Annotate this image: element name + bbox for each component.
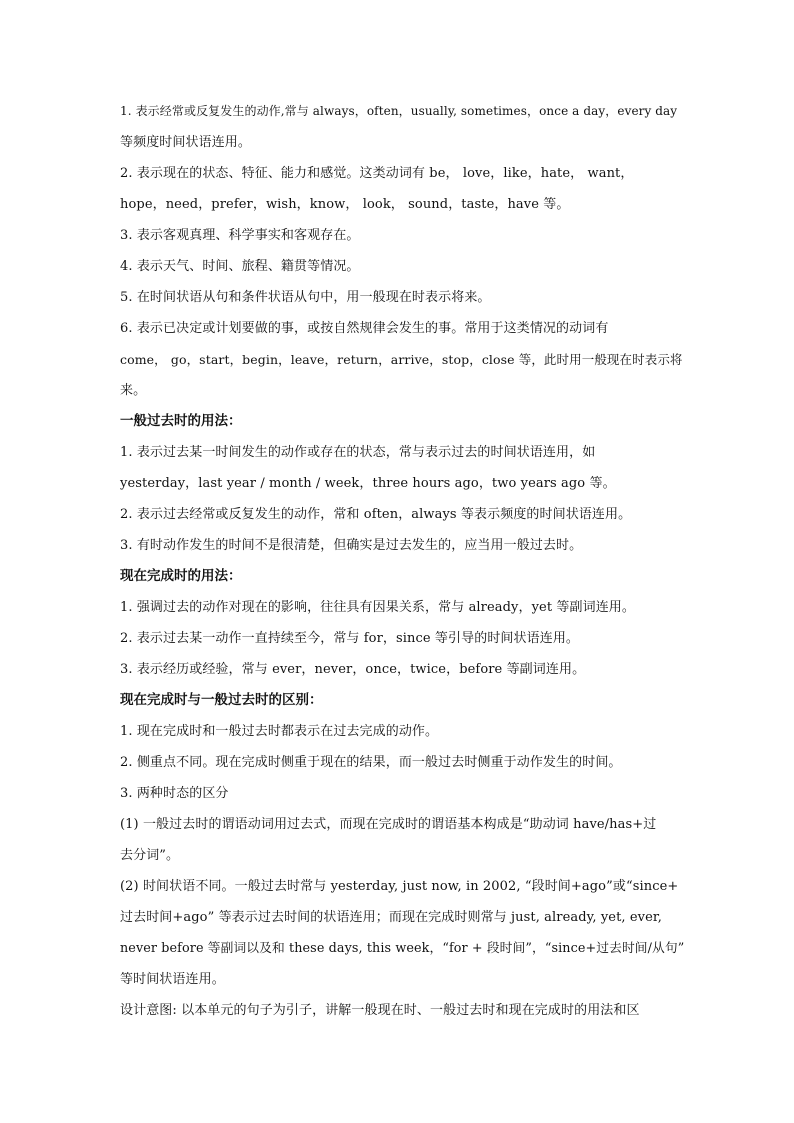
present-simple-item-5: 5. 在时间状语从句和条件状语从句中，用一般现在时表示将来。 <box>120 290 491 305</box>
present-simple-item-6: 6. 表示已决定或计划要做的事，或按自然规律会发生的事。常用于这类情况的动词有 <box>120 321 609 336</box>
present-perfect-item-1: 1. 强调过去的动作对现在的影响，往往具有因果关系，常与 already，yet 等副词连用。 <box>120 600 635 615</box>
difference-sub-2-cont: 过去时间+ago” 等表示过去时间的状语连用；而现在完成时则常与 just, already, yet, ever, <box>120 910 663 925</box>
present-simple-item-1-cont: 等频度时间状语连用。 <box>120 135 252 150</box>
difference-item-1: 1. 现在完成时和一般过去时都表示在过去完成的动作。 <box>120 724 439 739</box>
difference-item-2: 2. 侧重点不同。现在完成时侧重于现在的结果，而一般过去时侧重于动作发生的时间。 <box>120 755 622 770</box>
difference-sub-2-cont3: 等时间状语连用。 <box>120 972 225 987</box>
past-simple-item-3: 3. 有时动作发生的时间不是很清楚，但确实是过去发生的，应当用一般过去时。 <box>120 538 583 553</box>
present-simple-item-3: 3. 表示客观真理、科学事实和客观存在。 <box>120 228 360 243</box>
present-perfect-heading: 现在完成时的用法： <box>120 568 242 584</box>
difference-sub-2-cont2: never before 等副词以及和 these days, this week，“for + 段时间”，“since+过去时间/从句” <box>120 941 685 956</box>
present-simple-item-1: 1. 表示经常或反复发生的动作,常与 always，often，usually, sometimes，once a day，every day <box>120 104 678 118</box>
present-perfect-item-3: 3. 表示经历或经验，常与 ever，never，once，twice，before 等副词连用。 <box>120 662 586 677</box>
past-simple-item-1: 1. 表示过去某一时间发生的动作或存在的状态，常与表示过去的时间状语连用，如 <box>120 445 596 460</box>
difference-item-3: 3. 两种时态的区分 <box>120 786 229 801</box>
present-simple-item-6-cont2: 来。 <box>120 383 147 398</box>
difference-sub-1-cont: 去分词”。 <box>120 848 180 863</box>
past-simple-heading: 一般过去时的用法： <box>120 413 242 429</box>
present-simple-item-6-cont: come， go，start，begin，leave，return，arrive，stop，close 等，此时用一般现在时表示将 <box>120 352 683 367</box>
present-perfect-item-2: 2. 表示过去某一动作一直持续至今，常与 for，since 等引导的时间状语连用。 <box>120 631 580 646</box>
document-page <box>120 96 685 1026</box>
present-simple-item-2-cont: hope，need，prefer，wish，know， look， sound，taste，have 等。 <box>120 197 570 212</box>
past-simple-item-2: 2. 表示过去经常或反复发生的动作，常和 often，always 等表示频度的时间状语连用。 <box>120 507 632 522</box>
present-simple-item-4: 4. 表示天气、时间、旅程、籍贯等情况。 <box>120 259 360 274</box>
difference-heading: 现在完成时与一般过去时的区别： <box>120 692 323 708</box>
present-simple-item-2: 2. 表示现在的状态、特征、能力和感觉。这类动词有 be， love，like，hate， want， <box>120 166 634 181</box>
difference-sub-1: (1) 一般过去时的谓语动词用过去式，而现在完成时的谓语基本构成是“助动词 have/has+过 <box>120 817 657 832</box>
difference-sub-2: (2) 时间状语不同。一般过去时常与 yesterday, just now, in 2002, “段时间+ago”或“since+ <box>120 879 679 894</box>
design-intent: 设计意图: 以本单元的句子为引子，讲解一般现在时、一般过去时和现在完成时的用法和区 <box>120 1003 640 1018</box>
past-simple-item-1-cont: yesterday，last year / month / week，three hours ago，two years ago 等。 <box>120 476 616 491</box>
